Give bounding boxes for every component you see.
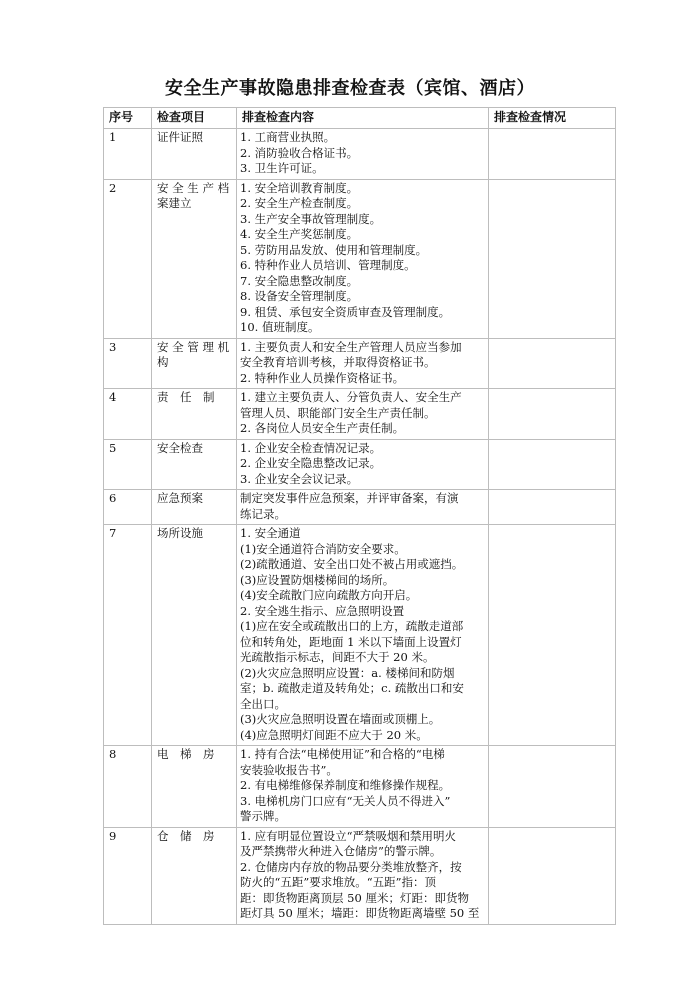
- check-content-line: 2. 仓储房内存放的物品要分类堆放整齐，按: [240, 859, 462, 874]
- row-seq: 9: [104, 827, 152, 924]
- row-check-result[interactable]: [489, 827, 616, 924]
- row-check-item: [152, 389, 237, 440]
- check-content-line: 2. 安全逃生指示、应急照明设置: [240, 603, 405, 618]
- row-check-item: [152, 179, 237, 338]
- check-content-line: 全出口。: [240, 696, 286, 711]
- header-result: 排查检查情况: [489, 108, 616, 129]
- row-seq: 8: [104, 746, 152, 828]
- check-content-line: 6. 特种作业人员培训、管理制度。: [240, 258, 416, 272]
- check-content-line: (1)安全通道符合消防安全要求。: [240, 541, 406, 556]
- check-content-line: 2. 有电梯维修保养制度和维修操作规程。: [240, 778, 451, 792]
- check-item-line: 场所设施: [157, 526, 203, 540]
- check-content-line: 2. 特种作业人员操作资格证书。: [240, 370, 405, 385]
- check-content-line: 1. 工商营业执照。: [240, 130, 336, 144]
- check-content-line: 1. 安全培训教育制度。: [240, 180, 359, 195]
- check-item-line: 构: [157, 355, 169, 369]
- table-row: [104, 827, 616, 924]
- row-check-content: [237, 129, 489, 180]
- table-header-row: [104, 108, 616, 129]
- header-seq: 序号: [104, 108, 152, 129]
- check-content-line: 7. 安全隐患整改制度。: [240, 273, 359, 288]
- check-content-line: 1. 建立主要负责人、分管负责人、安全生产: [240, 390, 462, 404]
- check-content-line: 1. 安全通道: [240, 526, 301, 540]
- check-content-line: 2. 各岗位人员安全生产责任制。: [240, 421, 405, 435]
- check-item-line: 安 全 管 理 机: [157, 339, 230, 354]
- row-check-result[interactable]: [489, 389, 616, 440]
- check-content-line: 10. 值班制度。: [240, 320, 320, 334]
- row-check-content: [237, 525, 489, 746]
- table-row: [104, 179, 616, 338]
- row-check-content: [237, 746, 489, 828]
- check-content-line: (4)应急照明灯间距不应大于 20 米。: [240, 727, 428, 742]
- row-check-item: [152, 490, 237, 525]
- check-content-line: 练记录。: [240, 506, 286, 521]
- row-check-item: [152, 338, 237, 389]
- check-content-line: (1)应在安全或疏散出口的上方，疏散走道部: [240, 619, 464, 633]
- row-seq: 1: [104, 129, 152, 180]
- check-content-line: 2. 消防验收合格证书。: [240, 145, 359, 160]
- row-seq: 2: [104, 179, 152, 338]
- page-title: 安全生产事故隐患排查检查表（宾馆、酒店）: [165, 78, 535, 99]
- row-check-result[interactable]: [489, 179, 616, 338]
- check-content-line: 3. 卫生许可证。: [240, 161, 324, 175]
- check-content-line: 管理人员、职能部门安全生产责任制。: [240, 405, 436, 420]
- check-content-line: 1. 应有明显位置设立“严禁吸烟和禁用明火: [240, 828, 457, 843]
- check-content-line: 位和转角处，距地面 1 米以下墙面上设置灯: [240, 634, 462, 649]
- check-item-line: 责 任 制: [157, 390, 215, 404]
- check-content-line: 3. 生产安全事故管理制度。: [240, 211, 382, 226]
- header-item: 检查项目: [152, 108, 237, 129]
- check-content-line: 1. 持有合法“电梯使用证”和合格的“电梯: [240, 747, 445, 761]
- row-check-content: [237, 179, 489, 338]
- check-item-line: 仓 储 房: [157, 828, 215, 843]
- row-check-result[interactable]: [489, 525, 616, 746]
- check-content-line: 1. 主要负责人和安全生产管理人员应当参加: [240, 339, 462, 354]
- check-content-line: 4. 安全生产奖惩制度。: [240, 227, 359, 241]
- check-content-line: 5. 劳防用品发放、使用和管理制度。: [240, 242, 428, 257]
- check-content-line: 光疏散指示标志，间距不大于 20 米。: [240, 650, 435, 664]
- inspection-table: [103, 107, 616, 925]
- check-content-line: 距：即货物距离顶层 50 厘米；灯距：即货物: [240, 890, 469, 905]
- check-content-line: 8. 设备安全管理制度。: [240, 289, 359, 303]
- check-content-line: 室；b. 疏散走道及转角处；c. 疏散出口和安: [240, 681, 464, 695]
- row-check-item: [152, 439, 237, 490]
- check-content-line: 3. 电梯机房门口应有“无关人员不得进入”: [240, 793, 451, 808]
- row-seq: 5: [104, 439, 152, 490]
- table-row: [104, 129, 616, 180]
- check-content-line: 距灯具 50 厘米；墙距：即货物距离墙壁 50 至: [240, 906, 480, 920]
- row-check-result[interactable]: [489, 338, 616, 389]
- row-check-content: [237, 389, 489, 440]
- check-content-line: 3. 企业安全会议记录。: [240, 471, 359, 486]
- table-row: [104, 746, 616, 828]
- row-check-content: [237, 439, 489, 490]
- row-check-result[interactable]: [489, 129, 616, 180]
- row-check-item: [152, 827, 237, 924]
- row-check-item: [152, 525, 237, 746]
- check-content-line: 安全教育培训考核，并取得资格证书。: [240, 355, 436, 369]
- row-check-result[interactable]: [489, 439, 616, 490]
- row-check-content: [237, 827, 489, 924]
- check-content-line: (3)火灾应急照明设置在墙面或顶棚上。: [240, 712, 441, 726]
- row-check-item: [152, 746, 237, 828]
- check-content-line: 警示牌。: [240, 809, 286, 823]
- check-content-line: 1. 企业安全检查情况记录。: [240, 440, 382, 455]
- row-check-item: [152, 129, 237, 180]
- table-row: [104, 490, 616, 525]
- check-item-line: 证件证照: [157, 130, 203, 144]
- row-seq: 7: [104, 525, 152, 746]
- check-content-line: (3)应设置防烟楼梯间的场所。: [240, 572, 395, 587]
- row-check-result[interactable]: [489, 490, 616, 525]
- check-content-line: 安装验收报告书”。: [240, 762, 338, 777]
- check-content-line: 制定突发事件应急预案，并评审备案，有演: [240, 491, 459, 505]
- check-item-line: 安全检查: [157, 440, 203, 455]
- check-content-line: (2)疏散通道、安全出口处不被占用或遮挡。: [240, 557, 464, 571]
- check-content-line: 及严禁携带火种进入仓储房”的警示牌。: [240, 844, 442, 858]
- table-row: [104, 439, 616, 490]
- check-item-line: 案建立: [157, 196, 192, 210]
- table-body: [104, 129, 616, 925]
- check-item-line: 安 全 生 产 档: [157, 180, 230, 195]
- table-row: [104, 338, 616, 389]
- row-check-result[interactable]: [489, 746, 616, 828]
- check-content-line: 2. 企业安全隐患整改记录。: [240, 456, 382, 470]
- row-seq: 3: [104, 338, 152, 389]
- table-row: [104, 525, 616, 746]
- row-seq: 4: [104, 389, 152, 440]
- check-content-line: (2)火灾应急照明应设置：a. 楼梯间和防烟: [240, 665, 455, 680]
- row-check-content: [237, 490, 489, 525]
- check-content-line: 9. 租赁、承包安全资质审查及管理制度。: [240, 304, 451, 319]
- check-content-line: 防火的“五距”要求堆放。“五距”指：顶: [240, 875, 437, 889]
- check-item-line: 电 梯 房: [157, 747, 215, 761]
- header-content: 排查检查内容: [237, 108, 489, 129]
- table-row: [104, 389, 616, 440]
- row-check-content: [237, 338, 489, 389]
- check-item-line: 应急预案: [157, 491, 203, 505]
- check-content-line: 2. 安全生产检查制度。: [240, 196, 359, 210]
- check-content-line: (4)安全疏散门应向疏散方向开启。: [240, 588, 418, 602]
- row-seq: 6: [104, 490, 152, 525]
